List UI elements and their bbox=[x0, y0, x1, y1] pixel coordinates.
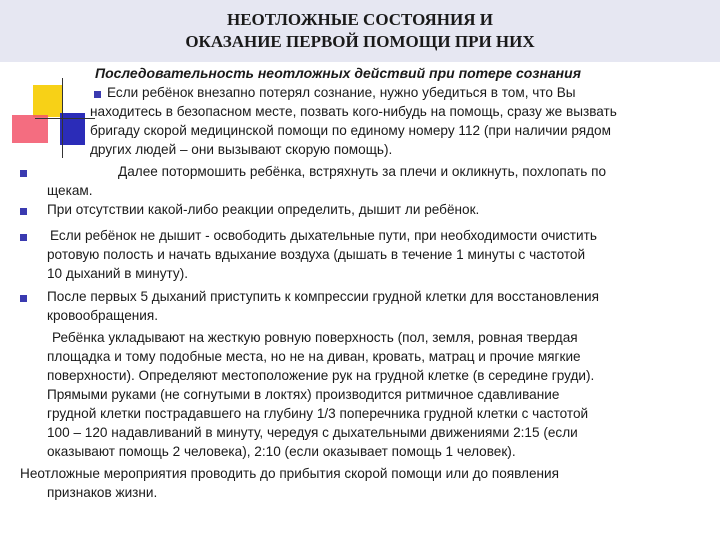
logo-red-square bbox=[12, 115, 48, 143]
paragraph-4-line-2: ротовую полость и начать вдыхание воздуха (дышать в течение 1 минуты с частотой bbox=[47, 247, 586, 262]
paragraph-1-line-2: находитесь в безопасном месте, позвать кого-нибудь на помощь, сразу же вызвать bbox=[90, 104, 617, 119]
paragraph-2-line-1: Далее потормошить ребёнка, встряхнуть за плечи и окликнуть, похлопать по bbox=[118, 164, 607, 179]
logo-yellow-square bbox=[33, 85, 63, 117]
bullet-icon bbox=[20, 295, 27, 302]
paragraph-4-line-3: 10 дыханий в минуту). bbox=[47, 266, 188, 281]
paragraph-6-line-7: оказывают помощь 2 человека), 2:10 (если оказывает помощь 1 человек). bbox=[47, 444, 516, 459]
paragraph-2-line-2: щекам. bbox=[47, 183, 93, 198]
title-line-2: ОКАЗАНИЕ ПЕРВОЙ ПОМОЩИ ПРИ НИХ bbox=[185, 32, 535, 51]
slide-title bbox=[0, 9, 720, 53]
bullet-icon bbox=[20, 208, 27, 215]
paragraph-1-line-4: других людей – они вызывают скорую помощь). bbox=[90, 142, 393, 157]
paragraph-5-line-1: После первых 5 дыханий приступить к компрессии грудной клетки для восстановления bbox=[47, 289, 600, 304]
paragraph-7-line-2: признаков жизни. bbox=[47, 485, 158, 500]
paragraph-6-line-4: Прямыми руками (не согнутыми в локтях) производится ритмичное сдавливание bbox=[47, 387, 560, 402]
paragraph-1-line-1: Если ребёнок внезапно потерял сознание, нужно убедиться в том, что Вы bbox=[107, 85, 576, 100]
paragraph-6-line-5: грудной клетки пострадавшего на глубину 1/3 поперечника грудной клетки с частотой bbox=[47, 406, 589, 421]
paragraph-5-line-2: кровообращения. bbox=[47, 308, 158, 323]
paragraph-4-line-1: Если ребёнок не дышит - освободить дыхательные пути, при необходимости очистить bbox=[50, 228, 597, 243]
paragraph-3-line-1: При отсутствии какой-либо реакции определить, дышит ли ребёнок. bbox=[47, 202, 480, 217]
section-heading: Последовательность неотложных действий при потере сознания bbox=[95, 65, 581, 81]
bullet-icon bbox=[20, 170, 27, 177]
paragraph-7-line-1: Неотложные мероприятия проводить до прибытия скорой помощи или до появления bbox=[20, 466, 559, 481]
logo-horizontal-line bbox=[35, 118, 95, 119]
paragraph-6-line-6: 100 – 120 надавливаний в минуту, чередуя с дыхательными движениями 2:15 (если bbox=[47, 425, 578, 440]
bullet-icon bbox=[20, 234, 27, 241]
bullet-icon bbox=[94, 91, 101, 98]
paragraph-6-line-3: поверхности). Определяют местоположение рук на грудной клетке (в середине груди). bbox=[47, 368, 595, 383]
title-line-1: НЕОТЛОЖНЫЕ СОСТОЯНИЯ И bbox=[226, 10, 493, 29]
paragraph-1-line-3: бригаду скорой медицинской помощи по единому номеру 112 (при наличии рядом bbox=[90, 123, 611, 138]
paragraph-6-line-1: Ребёнка укладывают на жесткую ровную поверхность (пол, земля, ровная твердая bbox=[52, 330, 578, 345]
paragraph-6-line-2: площадка и тому подобные места, но не на диван, кровать, матрац и прочие мягкие bbox=[47, 349, 581, 364]
